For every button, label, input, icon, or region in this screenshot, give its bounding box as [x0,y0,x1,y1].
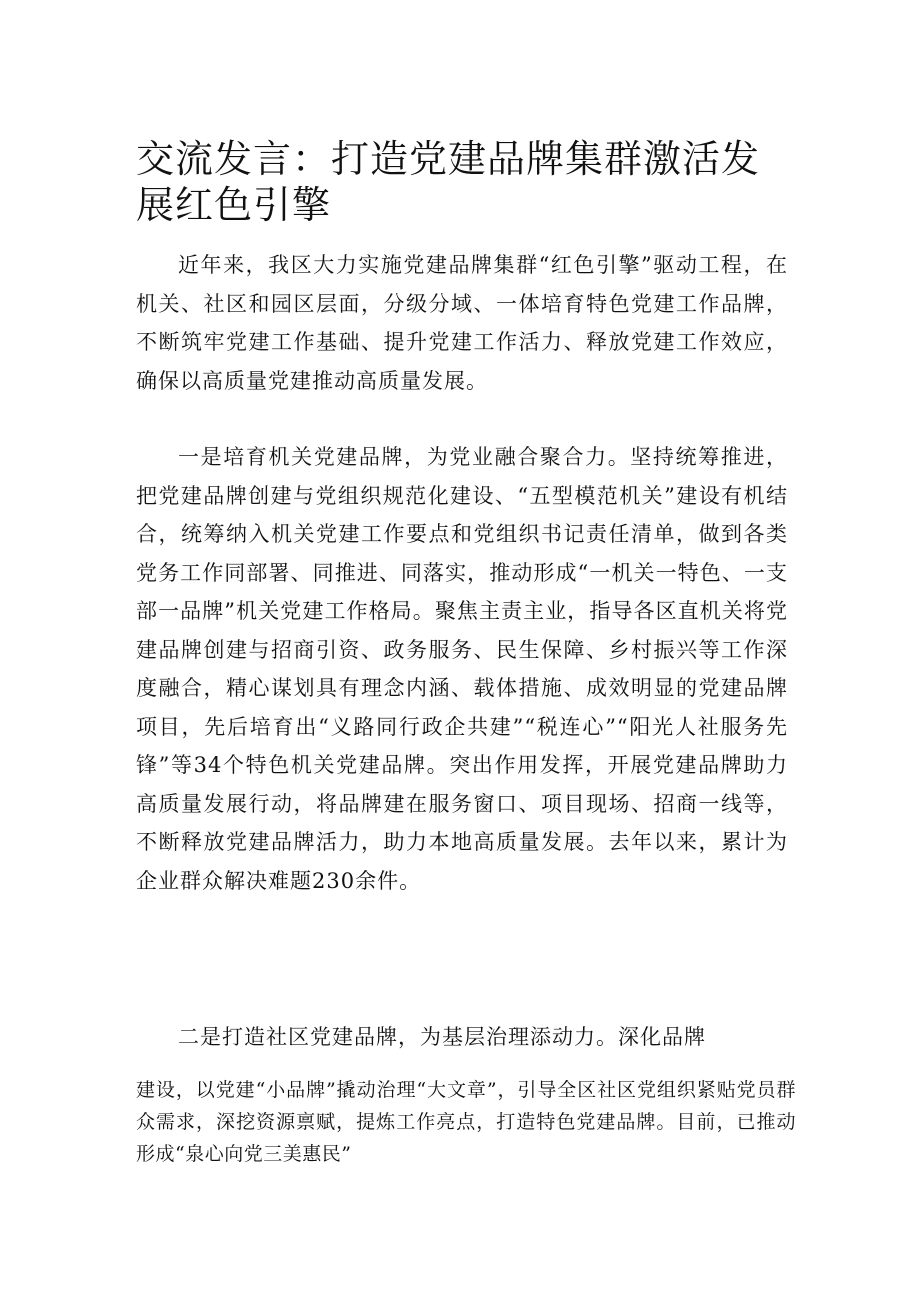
paragraph-continuation: 建设，以党建“小品牌”撬动治理“大文章”，引导全区社区党组织紧贴党员群众需求，深挖资源禀赋，提炼工作亮点，打造特色党建品牌。目前，已推动形成“泉心向党三美惠民” [136,1079,796,1165]
paragraph-intro: 近年来，我区大力实施党建品牌集群“红色引擎”驱动工程，在机关、社区和园区层面，分级分域、一体培育特色党建工作品牌，不断筑牢党建工作基础、提升党建工作活力、释放党建工作效应，确保以高质量党建推动高质量发展。 [136,253,788,393]
paragraph-organ-brand: 一是培育机关党建品牌，为党业融合聚合力。坚持统筹推进，把党建品牌创建与党组织规范化建设、“五型模范机关”建设有机结合，统筹纳入机关党建工作要点和党组织书记责任清单，做到各类党务工作同部署、同推进、同落实，推动形成“一机关一特色、一支部一品牌”机关党建工作格局。聚焦主责主业，指导各区直机关将党建品牌创建与招商引资、政务服务、民生保障、乡村振兴等工作深度融合，精心谋划具有理念内涵、载体措施、成效明显的党建品牌项目，先后培育出“义路同行政企共建”“税连心”“阳光人社服务先锋”等34个特色机关党建品牌。突出作用发挥，开展党建品牌助力高质量发展行动，将品牌建在服务窗口、项目现场、招商一线等，不断释放党建品牌活力，助力本地高质量发展。去年以来，累计为企业群众解决难题230余件。 [136,445,788,893]
paragraph-community-brand: 二是打造社区党建品牌，为基层治理添动力。深化品牌 [178,1025,706,1049]
document-title: 交流发言：打造党建品牌集群激活发展红色引擎 [136,137,761,227]
